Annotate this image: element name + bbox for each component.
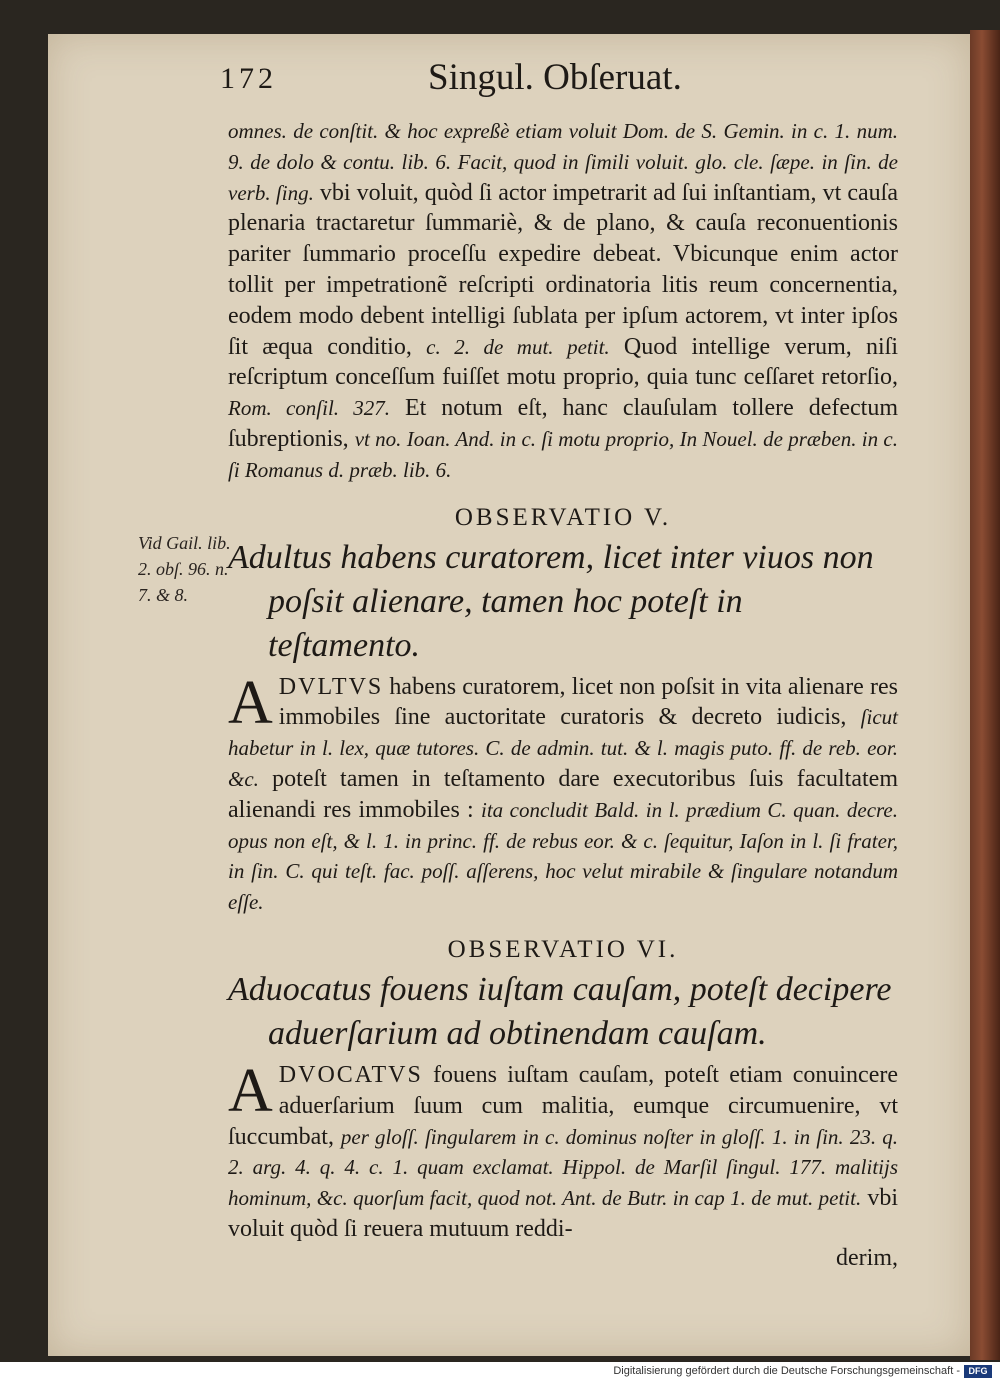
page-number: 172 — [220, 62, 277, 95]
citation-text: omnes. de conſtit. & hoc expreßè etiam voluit Dom. de S. Gemin. in c. 1. num. 9. de dolo & contu. lib. 6. Facit, quod in ſimili voluit. glo. cle. ſæpe. in ſin. de verb. ſing. — [228, 119, 898, 205]
margin-note: Vid Gail. lib. 2. obſ. 96. n. 7. & 8. — [138, 533, 231, 605]
body-text: poteſt tamen in teſtamento dare executoribus ſuis facultatem alienandi res immobiles : — [228, 765, 898, 823]
summary-line: poſsit alienare, tamen hoc poteſt in teſtamento. — [268, 582, 743, 664]
citation-text: ſicut habetur in l. lex, quæ tutores. C. de admin. tut. & l. magis puto. ff. de reb. eor. &c. — [228, 705, 898, 791]
citation-text: c. 2. de mut. petit. — [426, 334, 610, 359]
running-title: Singul. Obſeruat. — [428, 57, 682, 98]
body-text: Et notum eſt, hanc clauſulam tollere defectum ſubreptionis, — [228, 395, 898, 452]
citation-text: Rom. conſil. 327. — [228, 396, 391, 421]
running-head — [220, 56, 898, 116]
digitization-footer — [0, 1362, 1000, 1382]
observation-6-summary — [228, 968, 898, 1056]
observation-5-summary — [228, 536, 898, 668]
body-text: fouens iuſtam cauſam, poteſt etiam conuincere aduerſarium ſuum cum malitia, eumque circumuenire, vt ſuccumbat, — [228, 1061, 898, 1150]
drop-cap: A — [228, 668, 273, 737]
citation-text: per gloſſ. ſingularem in c. dominus noſter in gloſſ. 1. in ſin. 23. q. 2. arg. 4. q. 4. c. 1. quam exclamat. Hippol. de Marſil ſingul. 177. malitijs hominum, &c. quorſum facit, quod not. Ant. de Butr. in cap 1. de mut. petit. — [228, 1124, 898, 1211]
lead-word: DVOCATVS — [278, 1061, 423, 1088]
observation-5-heading: OBSERVATIO V. — [454, 503, 672, 531]
observation-6-paragraph — [228, 1056, 899, 1245]
observation-5-paragraph — [228, 668, 898, 918]
body-text: habens curatorem, licet non poſsit in vita alienare res immobiles ſine auctoritate curatoris & decreto iudicis, — [278, 673, 898, 731]
continuation-paragraph — [228, 116, 898, 486]
catchword: derim, — [836, 1244, 898, 1271]
lead-word: DVLTVS — [278, 673, 384, 700]
citation-text: ita concludit Bald. in l. prædium C. quan. decre. opus non eſt, & l. 1. in princ. ff. de rebus eor. & c. ſequitur, Iaſon in l. ſi frater, in ſin. C. qui teſt. fac. poſſ. aſſerens, hoc velut mirabile & ſingulare notandum eſſe. — [228, 797, 898, 915]
citation-text: vt no. Ioan. And. in c. ſi motu proprio, In Nouel. de præben. in c. ſi Romanus d. præb. lib. 6. — [228, 426, 899, 482]
summary-line: aduerſarium ad obtinendam cauſam. — [268, 1014, 767, 1052]
drop-cap: A — [228, 1056, 273, 1125]
body-text: vbi voluit, quòd ſi actor impetrarit ad ſui inſtantiam, vt cauſa plenaria tractaretur ſummariè, & de plano, & cauſa reconuentionis pariter ſummario proceſſu expedire debeat. Vbicunque enim actor tollit per impetrationẽ reſcripti ordinatoria litis reum concernentia, eodem modo debent intelligi ſublata per ipſum actorem, vt inter ipſos ſit æqua conditio, — [228, 179, 898, 360]
funding-notice: Digitalisierung gefördert durch die Deutsche Forschungsgemeinschaft - — [613, 1365, 960, 1377]
page-text-block — [220, 56, 899, 1272]
book-spine-edge — [970, 30, 1000, 1360]
summary-line: Aduocatus fouens iuſtam cauſam, poteſt decipere — [228, 970, 892, 1008]
dfg-logo: DFG — [964, 1365, 992, 1378]
observation-6-heading: OBSERVATIO VI. — [447, 935, 679, 963]
body-text: Quod intellige verum, niſi reſcriptum conceſſum fuiſſet motu proprio, quia tunc ceſſaret retorſio, — [228, 333, 899, 391]
summary-line: Adultus habens curatorem, licet inter viuos non — [228, 538, 874, 576]
body-text: vbi voluit quòd ſi reuera mutuum reddi- — [228, 1185, 899, 1242]
